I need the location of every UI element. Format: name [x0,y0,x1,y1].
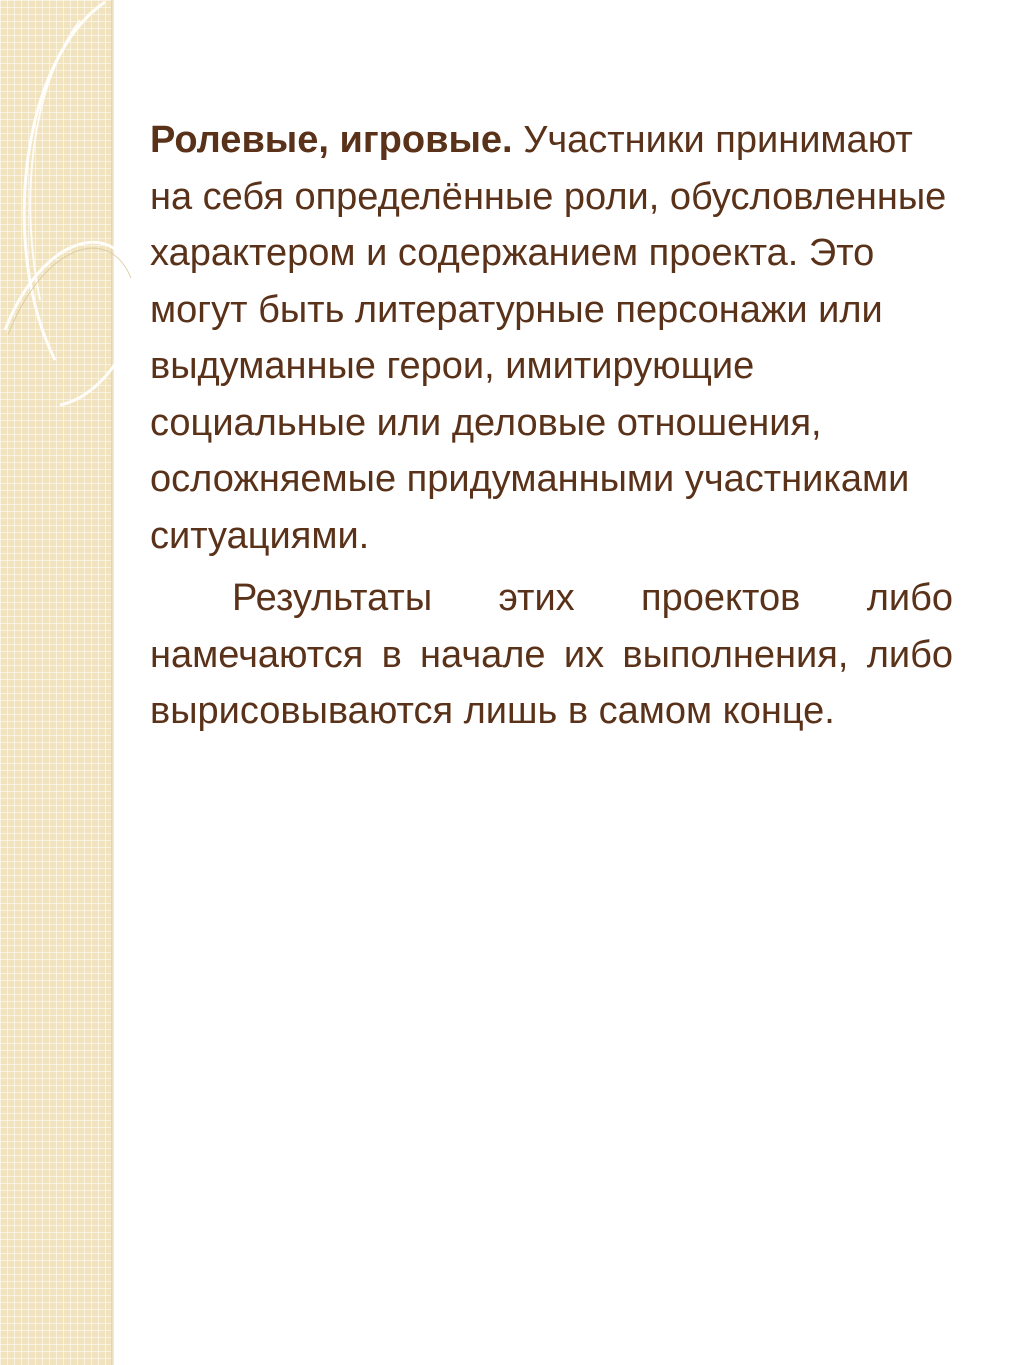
decorative-arc-outer [24,2,105,360]
decorative-arc-loop [5,242,138,405]
slide-content [150,112,953,740]
paragraph-roles [150,112,953,564]
paragraph-roles-text: Участники принимают на себя определённые роли, обусловленные характером и содержанием проекта. Это могут быть литературные персонажи или выдуманные герои, имитирующие социальные или деловые отношения, осложняемые придуманными участниками ситуациями. [150,119,947,557]
paragraph-lead: Ролевые, игровые. [150,119,513,161]
paragraph-results: Результаты этих проектов либо намечаются в начале их выполнения, либо вырисовываются лишь в самом конце. [150,577,953,732]
decorative-arcs [0,0,160,420]
